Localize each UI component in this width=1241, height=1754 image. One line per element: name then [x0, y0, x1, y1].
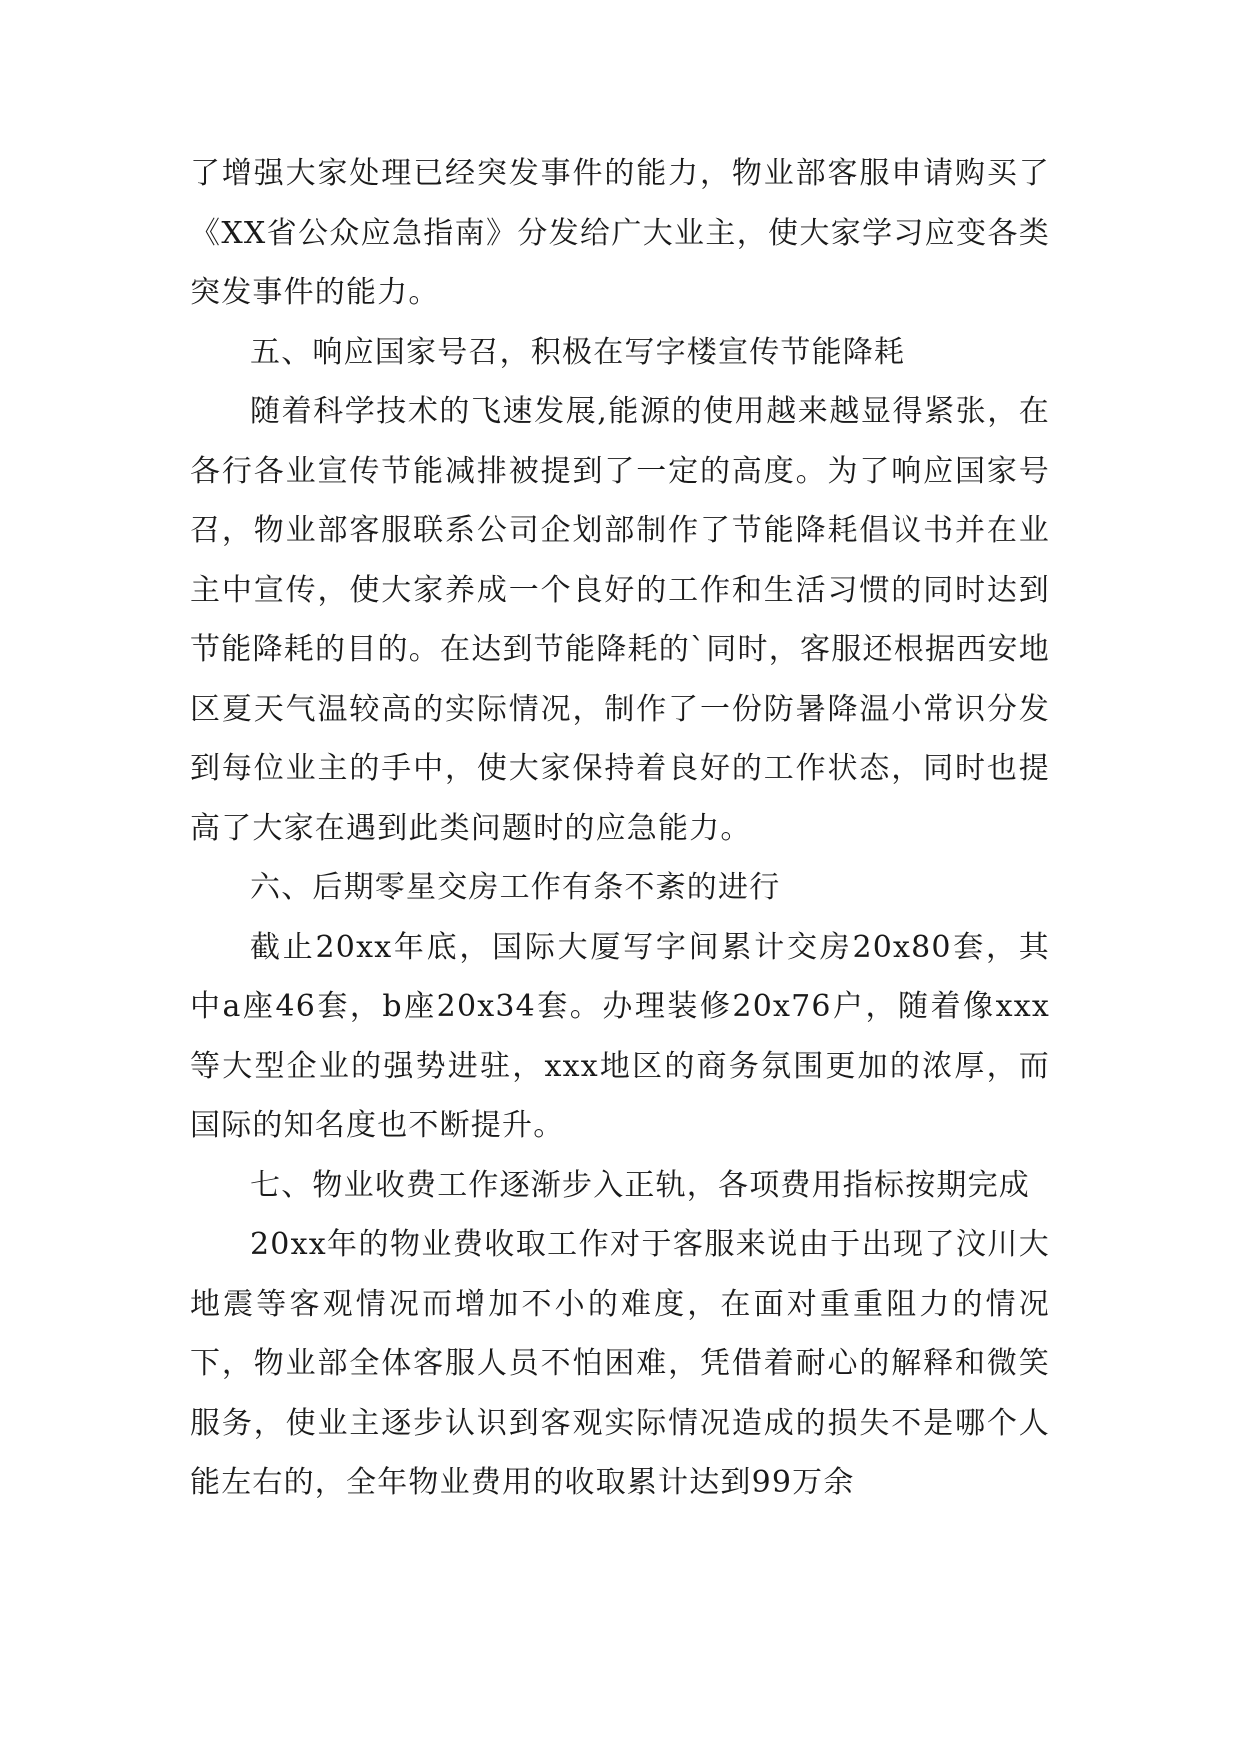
paragraph-energy-saving: 随着科学技术的飞速发展,能源的使用越来越显得紧张，在各行各业宣传节能减排被提到了一定的高度。为了响应国家号召，物业部客服联系公司企划部制作了节能降耗倡议书并在业主中宣传，使大家养成一个良好的工作和生活习惯的同时达到节能降耗的目的。在达到节能降耗的`同时，客服还根据西安地区夏天气温较高的实际情况，制作了一份防暑降温小常识分发到每位业主的手中，使大家保持着良好的工作状态，同时也提高了大家在遇到此类问题时的应急能力。 [190, 394, 1050, 846]
section-heading-7: 七、物业收费工作逐渐步入正轨，各项费用指标按期完成 [250, 1167, 1030, 1203]
paragraph-fee-collection: 20xx年的物业费收取工作对于客服来说由于出现了汶川大地震等客观情况而增加不小的难度，在面对重重阻力的情况下，物业部全体客服人员不怕困难，凭借着耐心的解释和微笑服务，使业主逐步认识到客观实际情况造成的损失不是哪个人能左右的，全年物业费用的收取累计达到99万余 [190, 1227, 1050, 1500]
section-heading-5: 五、响应国家号召，积极在写字楼宣传节能降耗 [250, 334, 906, 370]
section-heading-6: 六、后期零星交房工作有条不紊的进行 [250, 870, 781, 905]
paragraph-handover: 截止20xx年底，国际大厦写字间累计交房20x80套，其中a座46套，b座20x34套。办理装修20x76户，随着像xxx等大型企业的强势进驻，xxx地区的商务氛围更加的浓厚，而国际的知名度也不断提升。 [190, 929, 1050, 1143]
document-body [190, 144, 1050, 1513]
paragraph-continued: 了增强大家处理已经突发事件的能力，物业部客服申请购买了《XX省公众应急指南》分发给广大业主，使大家学习应变各类突发事件的能力。 [190, 156, 1050, 310]
